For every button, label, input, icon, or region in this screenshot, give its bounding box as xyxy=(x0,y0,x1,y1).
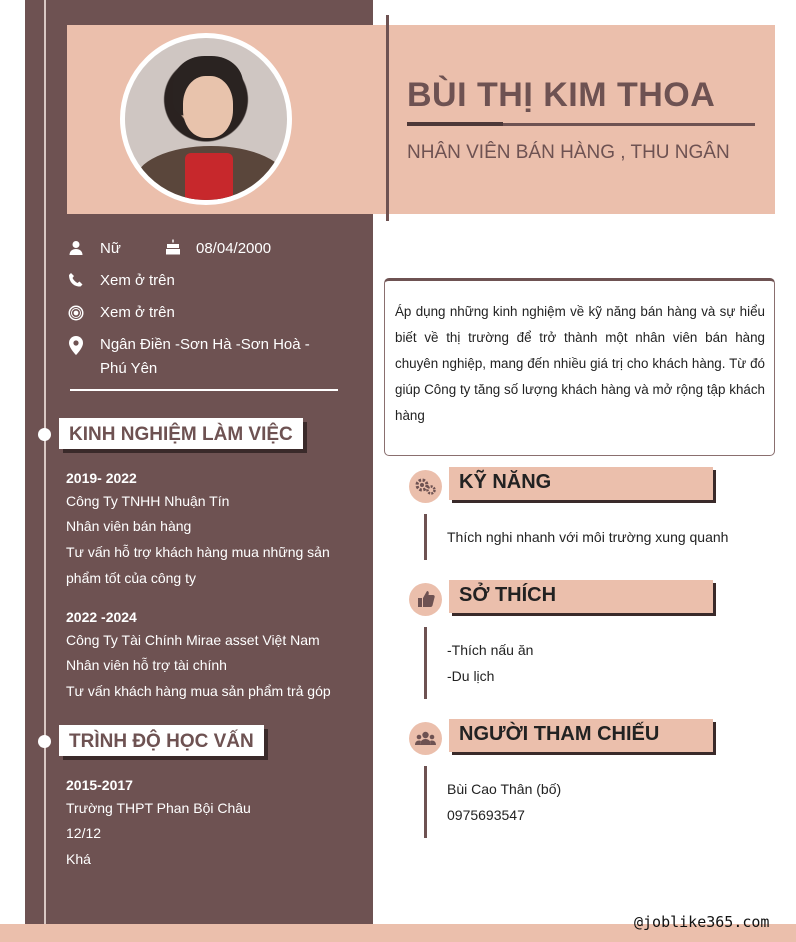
experience-1-desc-line-2: phẩm tốt của công ty xyxy=(66,570,196,586)
career-objective: Áp dụng những kinh nghiệm về kỹ năng bán hàng và sự hiểu biết về thị trường để trở thành một nhân viên bán hàng chuyên nghiệp, mang đến nhiều giá trị cho khách hàng. Từ đó giúp Công ty tăng số lượng khách hàng và mở rộng tập khách hàng xyxy=(384,278,775,456)
skills-item-1: Thích nghi nhanh với môi trường xung quanh xyxy=(447,529,729,545)
references-heading: NGƯỜI THAM CHIẾU xyxy=(449,719,713,752)
gears-icon xyxy=(409,470,442,503)
candidate-name: BÙI THỊ KIM THOA xyxy=(407,76,716,114)
skills-bar xyxy=(424,514,427,560)
hobbies-icon-badge xyxy=(409,583,442,616)
experience-2-desc: Tư vấn khách hàng mua sản phẩm trả góp xyxy=(66,683,331,699)
watermark: @joblike365.com xyxy=(634,913,770,931)
timeline-dot-experience xyxy=(38,428,51,441)
phone-value: Xem ở trên xyxy=(100,272,175,289)
education-rank: Khá xyxy=(66,851,91,867)
experience-2-role: Nhân viên hỗ trợ tài chính xyxy=(66,657,227,673)
hobbies-item-1: -Thích nấu ăn xyxy=(447,642,534,658)
header-divider xyxy=(386,15,389,221)
location-pin-icon xyxy=(68,336,84,355)
person-icon xyxy=(68,240,84,256)
avatar xyxy=(120,33,292,205)
references-icon-badge xyxy=(409,722,442,755)
address-line-2: Phú Yên xyxy=(100,360,158,377)
name-underline-accent xyxy=(407,122,503,126)
timeline-dot-education xyxy=(38,735,51,748)
experience-1-period: 2019- 2022 xyxy=(66,470,137,486)
hobbies-bar xyxy=(424,627,427,699)
gender-value: Nữ xyxy=(100,240,121,257)
address-line-1: Ngân Điền -Sơn Hà -Sơn Hoà - xyxy=(100,336,310,353)
birthdate-value: 08/04/2000 xyxy=(196,240,272,257)
education-school: Trường THPT Phan Bội Châu xyxy=(66,800,251,816)
thumbs-up-icon xyxy=(409,583,442,616)
email-value: Xem ở trên xyxy=(100,304,175,321)
people-icon xyxy=(409,722,442,755)
experience-2-company: Công Ty Tài Chính Mirae asset Việt Nam xyxy=(66,632,320,648)
job-title: NHÂN VIÊN BÁN HÀNG , THU NGÂN xyxy=(407,142,730,163)
avatar-shirt xyxy=(185,153,233,203)
skills-heading: KỸ NĂNG xyxy=(449,467,713,500)
sidebar-timeline-line xyxy=(44,0,46,942)
reference-name: Bùi Cao Thân (bố) xyxy=(447,781,562,797)
experience-1-company: Công Ty TNHH Nhuận Tín xyxy=(66,493,230,509)
hobbies-heading: SỞ THÍCH xyxy=(449,580,713,613)
experience-heading: KINH NGHIỆM LÀM VIỆC xyxy=(59,418,303,449)
references-bar xyxy=(424,766,427,838)
experience-1-role: Nhân viên bán hàng xyxy=(66,518,192,534)
phone-icon xyxy=(68,272,84,288)
reference-phone: 0975693547 xyxy=(447,807,525,823)
experience-2-period: 2022 -2024 xyxy=(66,609,137,625)
experience-1-desc-line-1: Tư vấn hỗ trợ khách hàng mua những sản xyxy=(66,544,330,560)
education-grade: 12/12 xyxy=(66,825,102,841)
hobbies-item-2: -Du lịch xyxy=(447,668,495,684)
education-period: 2015-2017 xyxy=(66,777,133,793)
at-icon xyxy=(68,305,84,321)
skills-icon-badge xyxy=(409,470,442,503)
info-divider xyxy=(70,389,338,391)
avatar-face xyxy=(183,76,233,138)
cake-icon xyxy=(165,239,181,255)
education-heading: TRÌNH ĐỘ HỌC VẤN xyxy=(59,725,264,756)
